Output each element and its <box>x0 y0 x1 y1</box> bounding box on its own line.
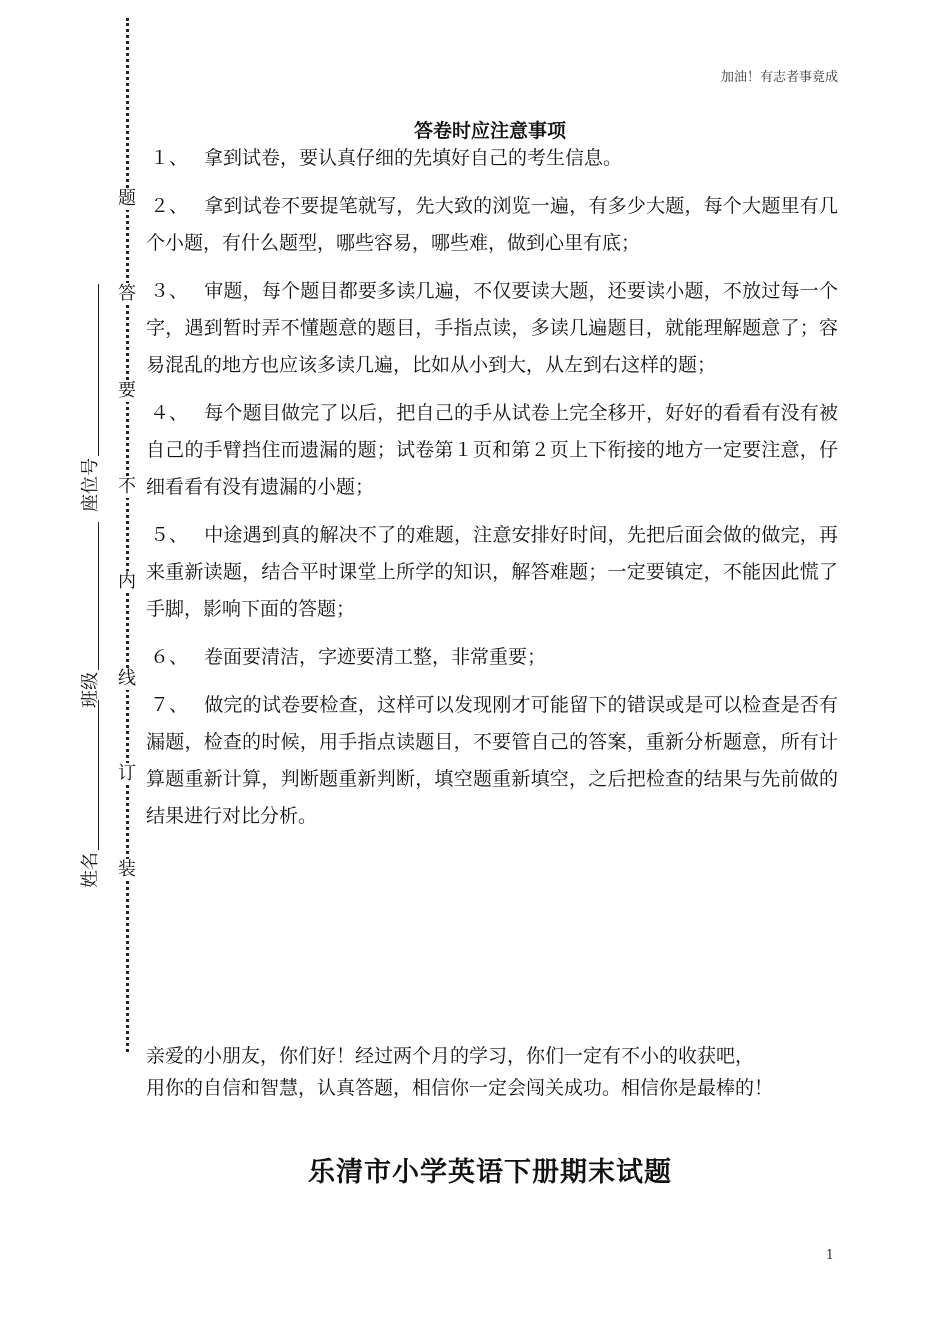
header-motto: 加油！有志者事竟成 <box>720 70 838 85</box>
notice-item-3 <box>146 273 838 384</box>
notice-item-6 <box>146 639 838 676</box>
notice-text: 审题，每个题目都要多读几遍，不仅要读大题，还要读小题，不放过每一个字，遇到暂时弄不懂题意的题目，手指点读，多读几遍题目，就能理解题意了；容易混乱的地方也应该多读几遍，比如从小到大，从左到右这样的题； <box>146 280 838 376</box>
binding-char-xian: 线 <box>118 668 136 689</box>
greeting-line-1: 亲爱的小朋友，你们好！经过两个月的学习，你们一定有不小的收获吧， <box>146 1045 755 1067</box>
binding-char-da: 答 <box>118 283 136 304</box>
notice-num: １、 <box>150 147 189 169</box>
notice-num: ６、 <box>150 646 189 668</box>
notice-item-7 <box>146 687 838 835</box>
seat-number-label: 座位号 <box>80 458 101 512</box>
notice-item-5 <box>146 517 838 628</box>
binding-char-zhuang: 装 <box>118 859 136 880</box>
notice-title: 答卷时应注意事项 <box>413 120 566 142</box>
name-field <box>76 700 102 888</box>
binding-char-ti: 题 <box>118 188 136 209</box>
notice-item-4 <box>146 395 838 506</box>
notice-list <box>146 140 838 846</box>
notice-text: 卷面要清洁，字迹要清工整，非常重要； <box>204 646 547 668</box>
binding-char-bu: 不 <box>118 476 136 497</box>
notice-text: 拿到试卷不要提笔就写，先大致的浏览一遍，有多少大题，每个大题里有几个小题，有什么题型，哪些容易，哪些难，做到心里有底； <box>146 195 838 254</box>
binding-dotted-line <box>126 18 129 1052</box>
notice-num: ５、 <box>150 524 189 546</box>
notice-num: ３、 <box>150 280 189 302</box>
binding-char-yao: 要 <box>118 380 136 401</box>
name-label: 姓名 <box>80 852 101 888</box>
name-blank[interactable] <box>80 700 99 850</box>
seat-number-field <box>76 284 102 512</box>
notice-num: ７、 <box>150 694 189 716</box>
class-field <box>76 522 102 708</box>
notice-text: 中途遇到真的解决不了的难题，注意安排好时间，先把后面会做的做完，再来重新读题，结合平时课堂上所学的知识，解答难题；一定要镇定，不能因此慌了手脚，影响下面的答题； <box>146 524 838 620</box>
notice-num: ４、 <box>150 402 189 424</box>
notice-item-1 <box>146 140 838 177</box>
class-blank[interactable] <box>80 522 99 670</box>
class-label: 班级 <box>80 672 101 708</box>
notice-text: 每个题目做完了以后，把自己的手从试卷上完全移开，好好的看看有没有被自己的手臂挡住而遗漏的题；试卷第１页和第２页上下衔接的地方一定要注意，仔细看看有没有遗漏的小题； <box>146 402 838 498</box>
notice-item-2 <box>146 188 838 262</box>
page-number: 1 <box>825 1248 834 1263</box>
greeting-paragraph <box>146 1040 866 1104</box>
seat-number-blank[interactable] <box>80 284 99 456</box>
greeting-line-2: 用你的自信和智慧，认真答题，相信你一定会闯关成功。相信你是最棒的！ <box>146 1077 774 1099</box>
notice-num: ２、 <box>150 195 189 217</box>
notice-text: 做完的试卷要检查，这样可以发现刚才可能留下的错误或是可以检查是否有漏题，检查的时候，用手指点读题目，不要管自己的答案，重新分析题意，所有计算题重新计算，判断题重新判断，填空题重新填空，之后把检查的结果与先前做的结果进行对比分析。 <box>146 694 838 827</box>
binding-char-ding: 订 <box>118 763 136 784</box>
binding-char-nei: 内 <box>118 571 136 592</box>
exam-title: 乐清市小学英语下册期末试题 <box>308 1157 672 1188</box>
notice-text: 拿到试卷，要认真仔细的先填好自己的考生信息。 <box>204 147 623 169</box>
